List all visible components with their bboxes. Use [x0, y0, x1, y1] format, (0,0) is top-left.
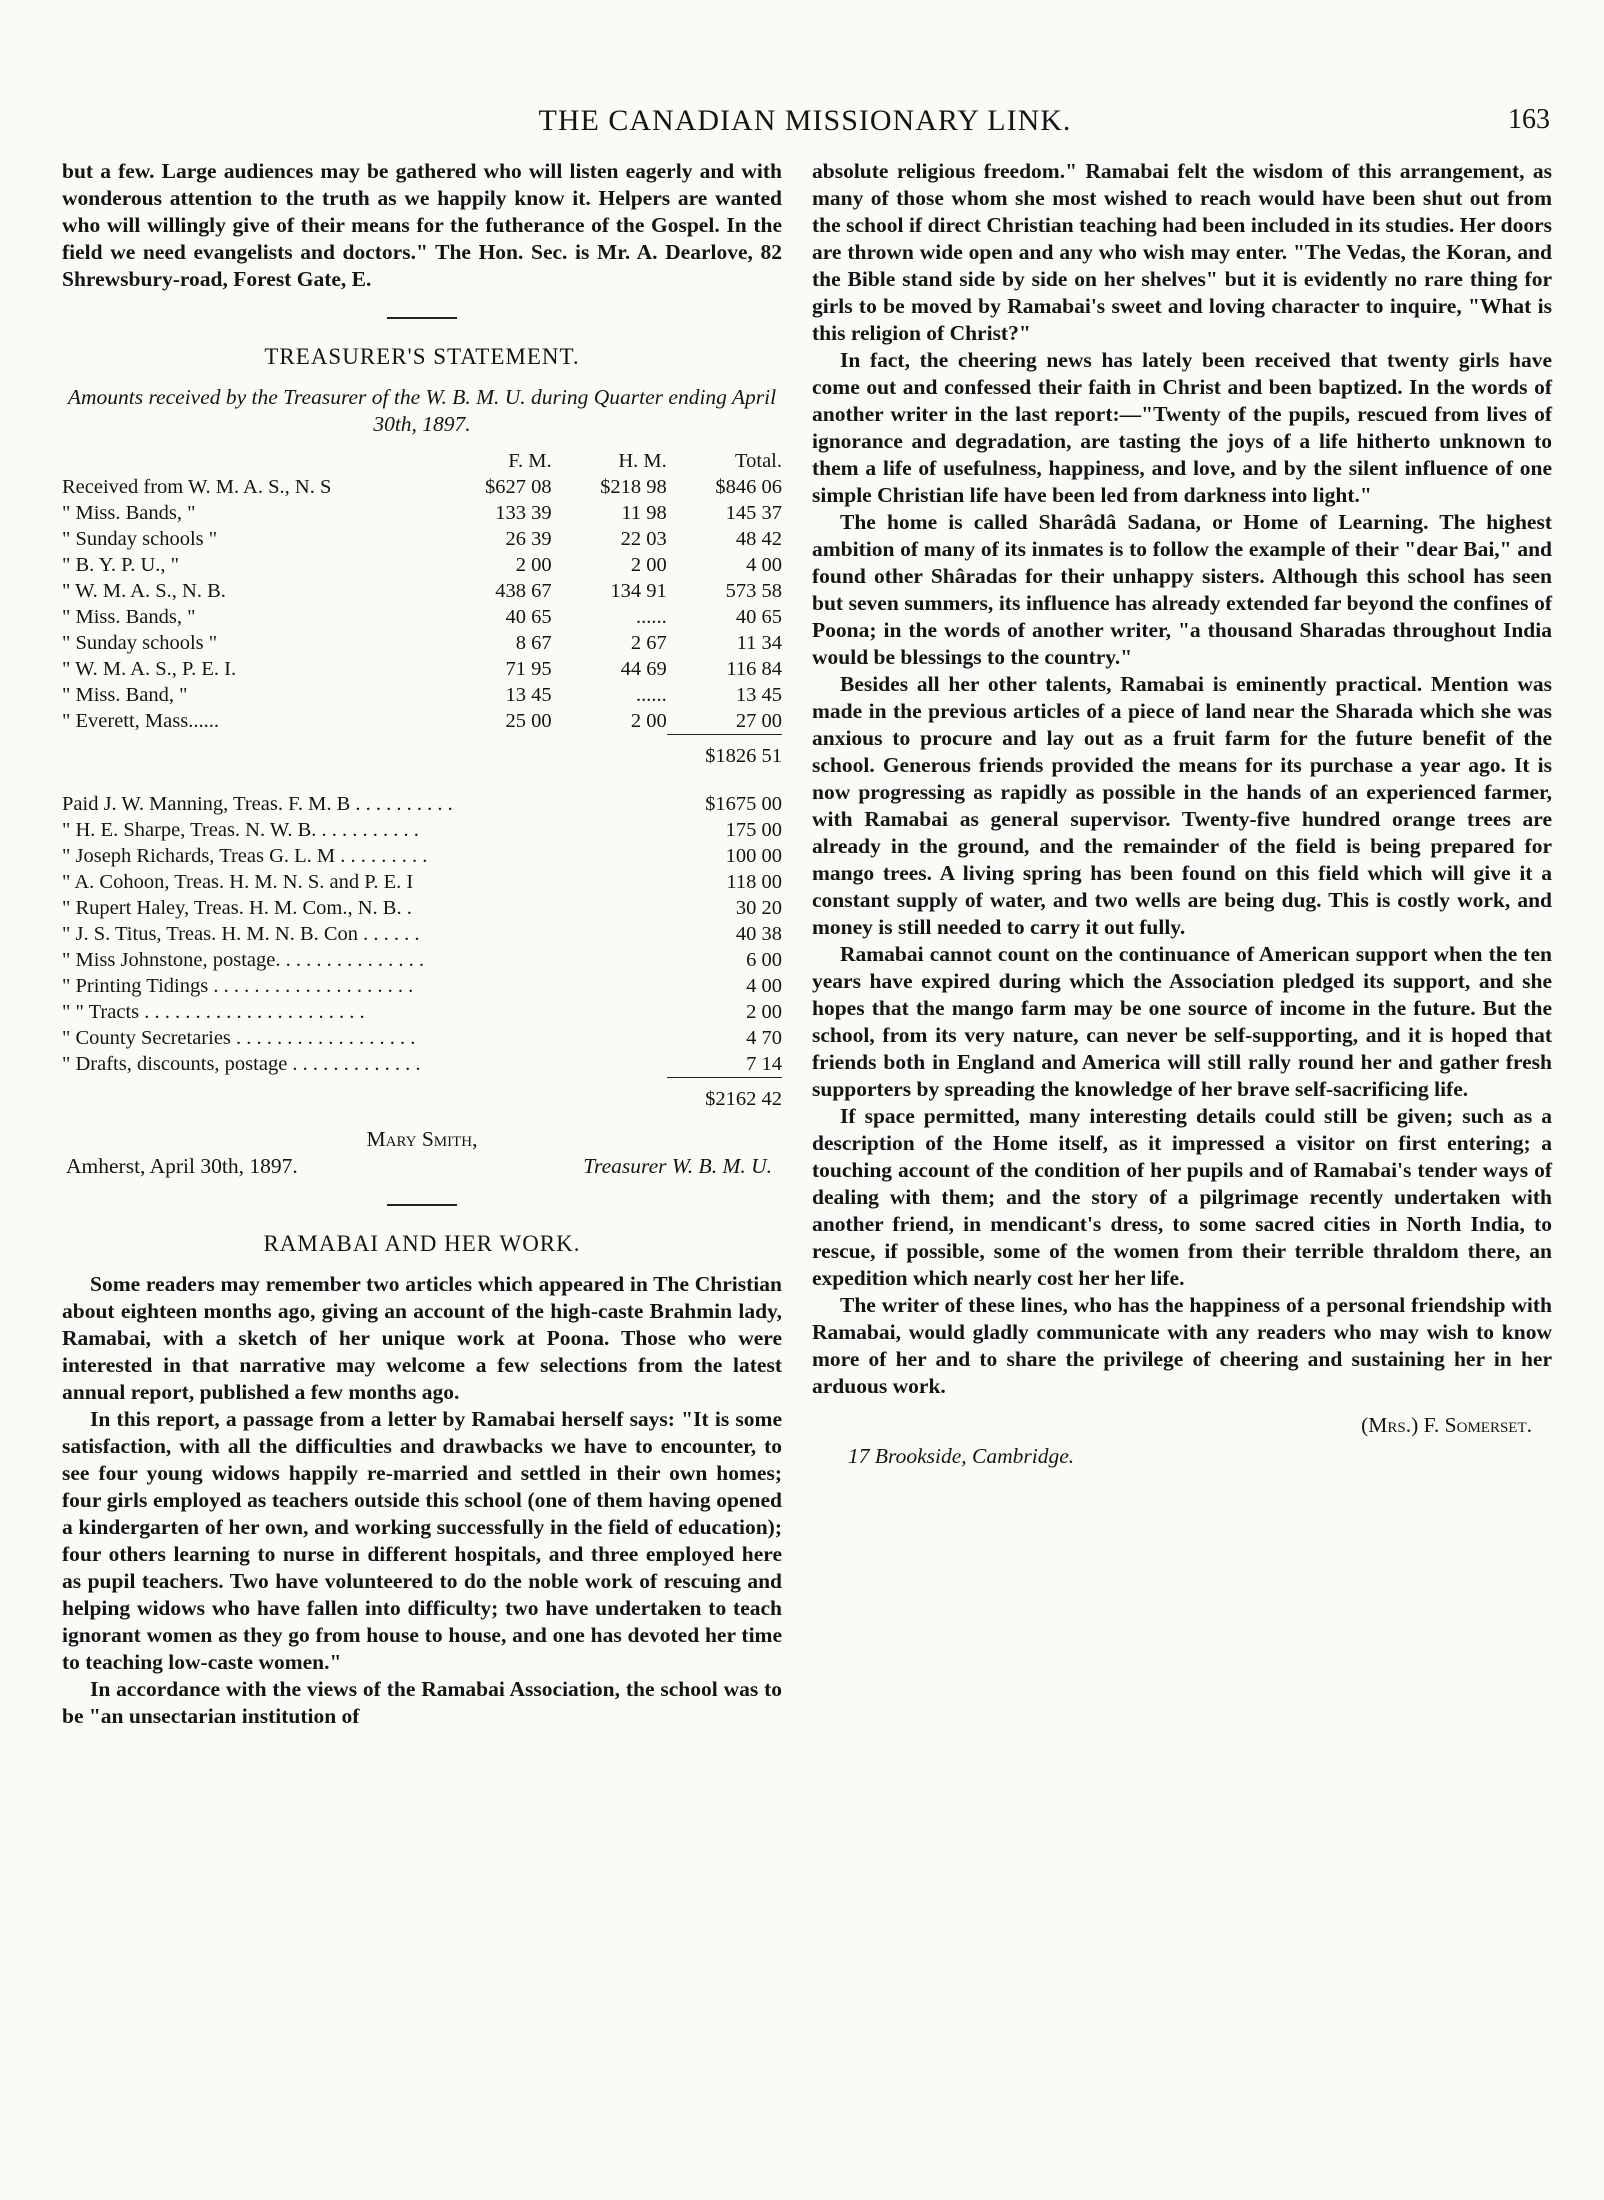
paid-amount: 30 20: [735, 897, 782, 919]
received-fm: 71 95: [505, 658, 552, 680]
received-hm: 22 03: [620, 528, 667, 550]
paid-row: [62, 869, 782, 895]
signature-place: Amherst, April 30th, 1897.: [66, 1154, 298, 1178]
received-total-cell: 145 37: [725, 502, 782, 524]
page-number: 163: [1508, 104, 1550, 135]
treasurer-heading: TREASURER'S STATEMENT.: [264, 344, 580, 369]
article-paragraph: The home is called Sharâdâ Sadana, or Home of Learning. The highest ambition of many of its inmates is to follow the example of their "dear Bai," and found other Shâradas for their unhappy sisters. Although this school has seen but seven summers, its influence has already extended far beyond the confines of Poona; in the words of another writer, "a thousand Sharadas throughout India would be blessings to the country.": [812, 510, 1552, 669]
author-address: 17 Brookside, Cambridge.: [848, 1444, 1075, 1468]
page-header: [60, 104, 1550, 144]
received-fm: 25 00: [505, 710, 552, 732]
paid-label: " Rupert Haley, Treas. H. M. Com., N. B. .: [62, 897, 412, 919]
received-row: [62, 708, 782, 735]
paid-amount: 100 00: [725, 845, 782, 867]
paid-label: " H. E. Sharpe, Treas. N. W. B. . . . . . . . . . .: [62, 819, 419, 841]
received-hm: 134 91: [610, 580, 667, 602]
received-label: Received from W. M. A. S., N. S: [62, 476, 332, 498]
received-total-cell: 13 45: [735, 684, 782, 706]
received-row: [62, 526, 782, 552]
received-label: " B. Y. P. U., ": [62, 554, 179, 576]
paid-label: " Joseph Richards, Treas G. L. M . . . . . . . . .: [62, 845, 428, 867]
paid-row: [62, 791, 782, 817]
paid-table: [62, 791, 782, 1112]
paid-amount: 2 00: [746, 1001, 782, 1023]
paid-row: [62, 973, 782, 999]
paid-amount: 40 38: [735, 923, 782, 945]
section-divider: [387, 1204, 457, 1206]
right-column: [812, 158, 1552, 1470]
received-total-cell: $846 06: [715, 476, 782, 498]
received-hm: $218 98: [600, 476, 667, 498]
received-hm: ......: [636, 684, 667, 706]
received-hm: 11 98: [621, 502, 667, 524]
article-paragraph: Besides all her other talents, Ramabai is eminently practical. Mention was made in the previous articles of a piece of land near the Sharada which she was anxious to procure and lay out as a fruit farm for the future benefit of the school. Generous friends provided the means for its purchase a year ago. It is now progressing as rapidly as possible in the hands of an experienced farmer, with Ramabai as general supervisor. Twenty-five hundred orange trees are already in the ground, and the remainder of the field is being prepared for mango trees. A living spring has been found on this field which will give it a constant supply of water, and two wells are being dug. This is costly work, and money is still needed to carry it out fully.: [812, 672, 1552, 939]
paid-label: " Drafts, discounts, postage . . . . . . . . . . . . .: [62, 1053, 421, 1075]
signature-line: [62, 1153, 782, 1180]
received-total-cell: 116 84: [726, 658, 782, 680]
received-table: [62, 448, 782, 769]
paid-row: [62, 843, 782, 869]
received-total: $1826 51: [667, 735, 782, 770]
received-row: [62, 474, 782, 500]
article-paragraph: In fact, the cheering news has lately been received that twenty girls have come out and confessed their faith in Christ and been baptized. In the words of another writer in the last report:—"Twenty of the pupils, rescued from lives of ignorance and degradation, are tasting the joys of a life hitherto unknown to them a life of usefulness, happiness, and love, and by the silent influence of one simple Christian life have been led from darkness into light.": [812, 348, 1552, 507]
received-hm: ......: [636, 606, 667, 628]
received-label: " W. M. A. S., N. B.: [62, 580, 226, 602]
received-row: [62, 500, 782, 526]
signature-title: Treasurer W. B. M. U.: [583, 1154, 772, 1178]
paid-amount: 118 00: [726, 871, 782, 893]
received-label: " Miss. Bands, ": [62, 502, 196, 524]
journal-title: THE CANADIAN MISSIONARY LINK.: [538, 104, 1072, 137]
received-fm: 26 39: [505, 528, 552, 550]
received-label: " Miss. Bands, ": [62, 606, 196, 628]
section-divider: [387, 317, 457, 319]
article-paragraph: If space permitted, many interesting details could still be given; such as a description of the Home itself, as it impressed a visitor on first entering; a touching account of the condition of her pupils and of Ramabai's tender ways of dealing with them; and the story of a pilgrimage recently undertaken with another friend, in mendicant's dress, to some sacred cities in North India, to rescue, if possible, some of the women from their terrible thraldom there, an expedition which nearly cost her her life.: [812, 1104, 1552, 1290]
received-header-row: [62, 448, 782, 474]
received-total-cell: 40 65: [735, 606, 782, 628]
ramabai-paragraph: In accordance with the views of the Ramabai Association, the school was to be "an unsectarian institution of: [62, 1677, 782, 1728]
received-hm: 2 00: [630, 554, 667, 576]
received-row: [62, 656, 782, 682]
paid-label: " " Tracts . . . . . . . . . . . . . . . . . . . . . .: [62, 1001, 365, 1023]
paid-label: Paid J. W. Manning, Treas. F. M. B . . . . . . . . . .: [62, 793, 453, 815]
received-label: " Everett, Mass......: [62, 710, 219, 732]
paid-row: [62, 1025, 782, 1051]
intro-paragraph: but a few. Large audiences may be gathered who will listen eagerly and with wonderous attention to the truth as we happily know it. Helpers are wanted who will willingly give of their means for the futherance of the Gospel. In the field we need evangelists and doctors." The Hon. Sec. is Mr. A. Dearlove, 82 Shrewsbury-road, Forest Gate, E.: [62, 159, 782, 291]
received-total-cell: 4 00: [746, 554, 782, 576]
paid-amount: 6 00: [746, 949, 782, 971]
paid-total: $2162 42: [667, 1078, 782, 1113]
paid-amount: 7 14: [746, 1053, 782, 1075]
received-hm: 2 67: [630, 632, 667, 654]
paid-row: [62, 921, 782, 947]
article-paragraph: The writer of these lines, who has the happiness of a personal friendship with Ramabai, would gladly communicate with any readers who may wish to know more of her and to share the privilege of cheering and sustaining her in her arduous work.: [812, 1293, 1552, 1398]
paid-row: [62, 1051, 782, 1078]
received-total-row: [62, 735, 782, 770]
paid-label: " Miss Johnstone, postage. . . . . . . . . . . . . . .: [62, 949, 424, 971]
paid-label: " Printing Tidings . . . . . . . . . . . . . . . . . . . .: [62, 975, 414, 997]
received-label: " Sunday schools ": [62, 528, 218, 550]
paid-row: [62, 999, 782, 1025]
col-total: Total.: [735, 450, 782, 472]
received-fm: 40 65: [505, 606, 552, 628]
paid-row: [62, 817, 782, 843]
received-hm: 44 69: [620, 658, 667, 680]
paid-amount: 175 00: [725, 819, 782, 841]
received-fm: 13 45: [505, 684, 552, 706]
col-hm: H. M.: [618, 450, 667, 472]
received-hm: 2 00: [630, 710, 667, 732]
received-fm: 8 67: [515, 632, 552, 654]
left-column: [62, 158, 782, 1730]
received-label: " Miss. Band, ": [62, 684, 188, 706]
received-fm: 133 39: [495, 502, 552, 524]
received-label: " W. M. A. S., P. E. I.: [62, 658, 237, 680]
ramabai-paragraph: In this report, a passage from a letter by Ramabai herself says: "It is some satisfaction, with all the difficulties and drawbacks we have to encounter, to see four young widows happily re-married and settled in their own homes; four girls employed as teachers outside this school (one of them having opened a kindergarten of her own, and working successfully in the field of education); four others learning to nurse in different hospitals, and three employed here as pupil teachers. Two have volunteered to do the noble work of rescuing and helping widows who have fallen into difficulty; two have undertaken to teach ignorant women as they go from house to house, and one has devoted her time to teaching low-caste women.": [62, 1407, 782, 1674]
article-paragraph: absolute religious freedom." Ramabai felt the wisdom of this arrangement, as many of those whom she most wished to reach would have been shut out from the school if direct Christian teaching had been included in its studies. Her doors are thrown wide open and any who wish may enter. "The Vedas, the Koran, and the Bible stand side by side on her shelves" but it is evidently no rare thing for girls to be moved by Ramabai's sweet and loving character to inquire, "What is this religion of Christ?": [812, 159, 1552, 345]
received-label: " Sunday schools ": [62, 632, 218, 654]
paid-label: " County Secretaries . . . . . . . . . . . . . . . . . .: [62, 1027, 416, 1049]
received-row: [62, 578, 782, 604]
received-row: [62, 552, 782, 578]
paid-amount: 4 70: [746, 1027, 782, 1049]
paid-label: " A. Cohoon, Treas. H. M. N. S. and P. E. I: [62, 871, 414, 893]
received-fm: $627 08: [484, 476, 552, 498]
paid-total-row: [62, 1078, 782, 1113]
received-total-cell: 11 34: [736, 632, 782, 654]
received-total-cell: 573 58: [725, 580, 782, 602]
received-fm: 438 67: [495, 580, 552, 602]
treasurer-subheading: Amounts received by the Treasurer of the W. B. M. U. during Quarter ending April 30th, 1897.: [67, 385, 777, 436]
paid-amount: $1675 00: [705, 793, 782, 815]
received-row: [62, 604, 782, 630]
received-fm: 2 00: [515, 554, 552, 576]
ramabai-paragraph: Some readers may remember two articles which appeared in The Christian about eighteen months ago, giving an account of the high-caste Brahmin lady, Ramabai, with a sketch of her unique work at Poona. Those who were interested in that narrative may welcome a few selections from the latest annual report, published a few months ago.: [62, 1272, 782, 1404]
paid-row: [62, 947, 782, 973]
author-signature: (Mrs.) F. Somerset.: [1361, 1413, 1532, 1437]
received-total-cell: 48 42: [735, 528, 782, 550]
received-row: [62, 630, 782, 656]
article-paragraph: Ramabai cannot count on the continuance of American support when the ten years have expired during which the Association pledged its support, and she hopes that the mango farm may be one source of income in the future. But the school, from its very nature, can never be self-supporting, and it is hoped that friends both in England and America will still rally round her and gather fresh supporters by spreading the knowledge of her brave self-sacrificing life.: [812, 942, 1552, 1101]
col-fm: F. M.: [508, 450, 552, 472]
signature-name: Mary Smith,: [366, 1127, 478, 1151]
received-row: [62, 682, 782, 708]
paid-label: " J. S. Titus, Treas. H. M. N. B. Con . . . . . .: [62, 923, 420, 945]
ramabai-heading: RAMABAI AND HER WORK.: [263, 1231, 581, 1256]
paid-row: [62, 895, 782, 921]
paid-amount: 4 00: [746, 975, 782, 997]
received-total-cell: 27 00: [735, 710, 782, 732]
